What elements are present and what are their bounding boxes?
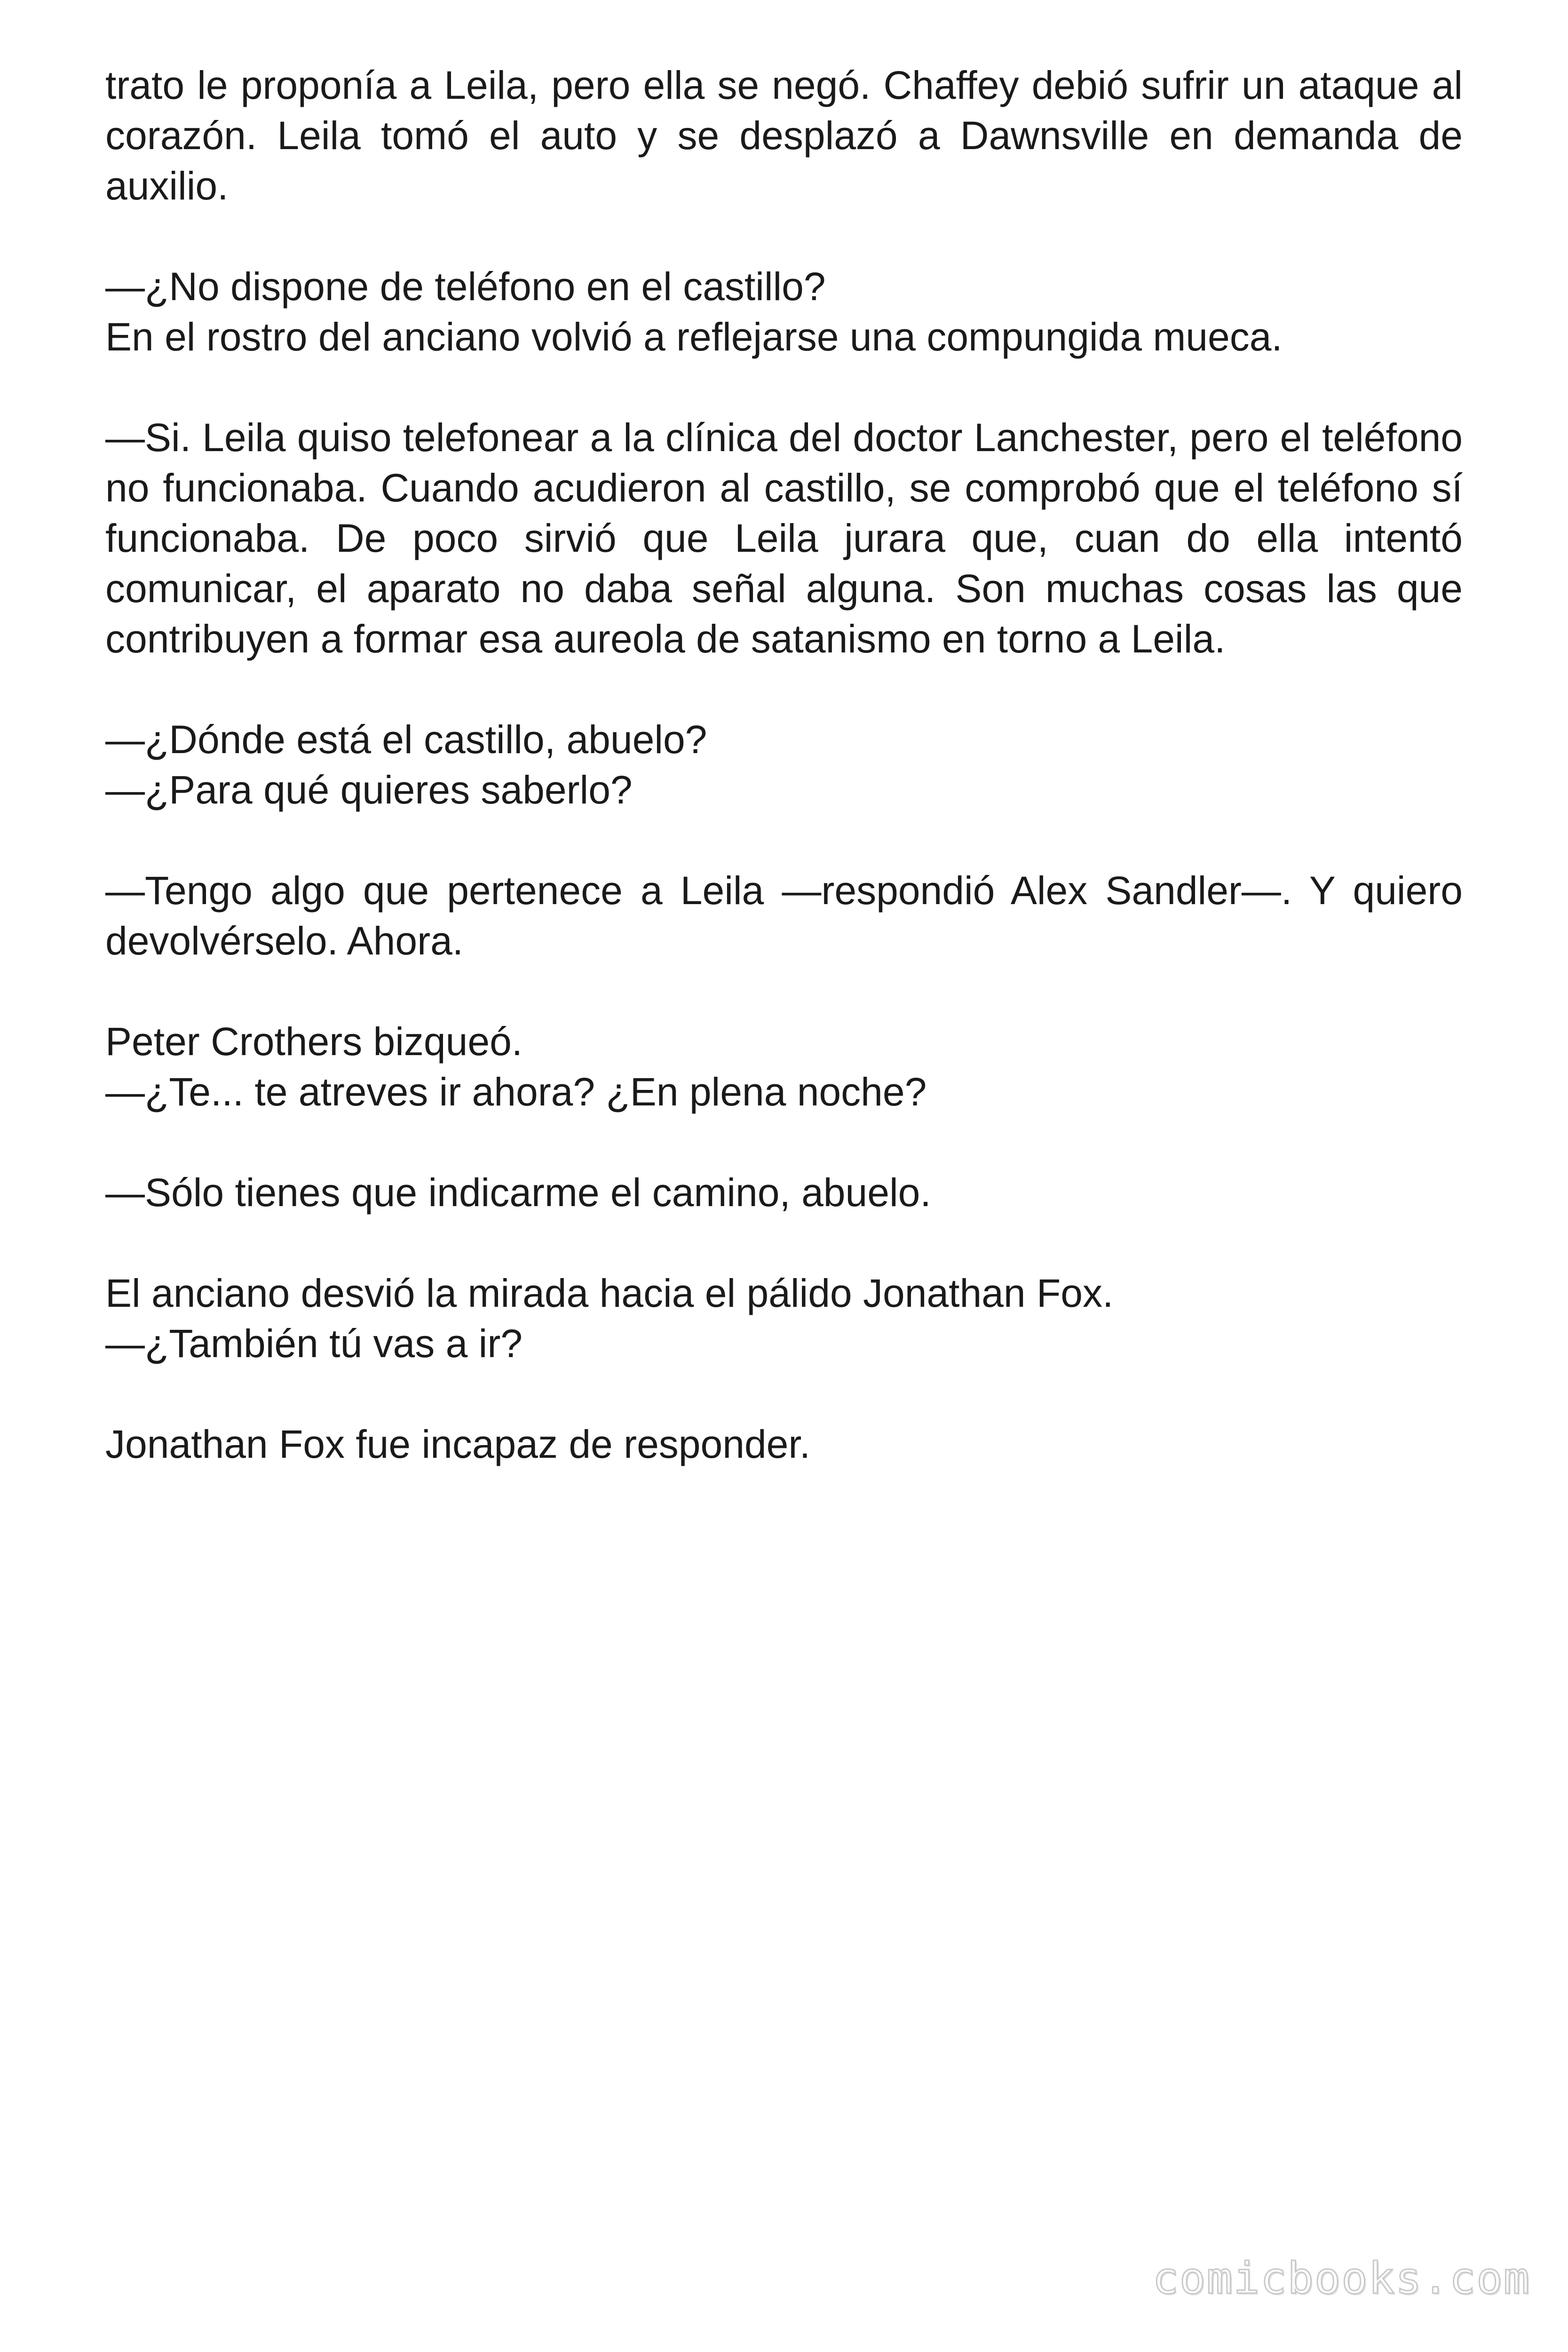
paragraph-line: —¿Dónde está el castillo, abuelo?	[105, 717, 707, 762]
paragraph	[105, 60, 1463, 211]
paragraph-line: En el rostro del anciano volvió a reflejarse una compungida mueca.	[105, 315, 1283, 359]
paragraph-line: Jonathan Fox fue incapaz de responder.	[105, 1422, 811, 1466]
paragraph	[105, 1017, 1463, 1117]
paragraph	[105, 866, 1463, 966]
paragraph-line: —¿Te... te atreves ir ahora? ¿En plena noche?	[105, 1070, 927, 1114]
body-text	[105, 60, 1463, 1520]
paragraph-line: Peter Crothers bizqueó.	[105, 1019, 523, 1064]
paragraph-line: —Sólo tienes que indicarme el camino, abuelo.	[105, 1170, 931, 1215]
paragraph-line: El anciano desvió la mirada hacia el pálido Jonathan Fox.	[105, 1271, 1114, 1315]
paragraph-line: —¿También tú vas a ir?	[105, 1321, 523, 1366]
paragraph-line: —¿Para qué quieres saberlo?	[105, 768, 633, 812]
paragraph-line: trato le proponía a Leila, pero ella se negó. Chaffey debió sufrir un ataque al corazón. Leila tomó el auto y se desplazó a Dawnsville en demanda de auxilio.	[105, 63, 1463, 208]
paragraph	[105, 1168, 1463, 1218]
paragraph-line: —¿No dispone de teléfono en el castillo?	[105, 264, 826, 309]
paragraph	[105, 715, 1463, 815]
paragraph	[105, 262, 1463, 362]
watermark-logo: comicbooks.com	[1152, 2253, 1530, 2304]
paragraph	[105, 413, 1463, 664]
paragraph-line: —Si. Leila quiso telefonear a la clínica del doctor Lanchester, pero el teléfono no funcionaba. Cuando acudieron al castillo, se comprobó que el teléfono sí funcionaba. De poco sirvió que Leila jurara que, cuan do ella intentó comunicar, el aparato no daba señal alguna. Son muchas cosas las que contribuyen a formar esa aureola de satanismo en torno a Leila.	[105, 415, 1463, 661]
paragraph-line: —Tengo algo que pertenece a Leila —respondió Alex Sandler—. Y quiero devolvérselo. Ahora.	[105, 868, 1463, 963]
paragraph	[105, 1419, 1463, 1470]
paragraph	[105, 1268, 1463, 1369]
